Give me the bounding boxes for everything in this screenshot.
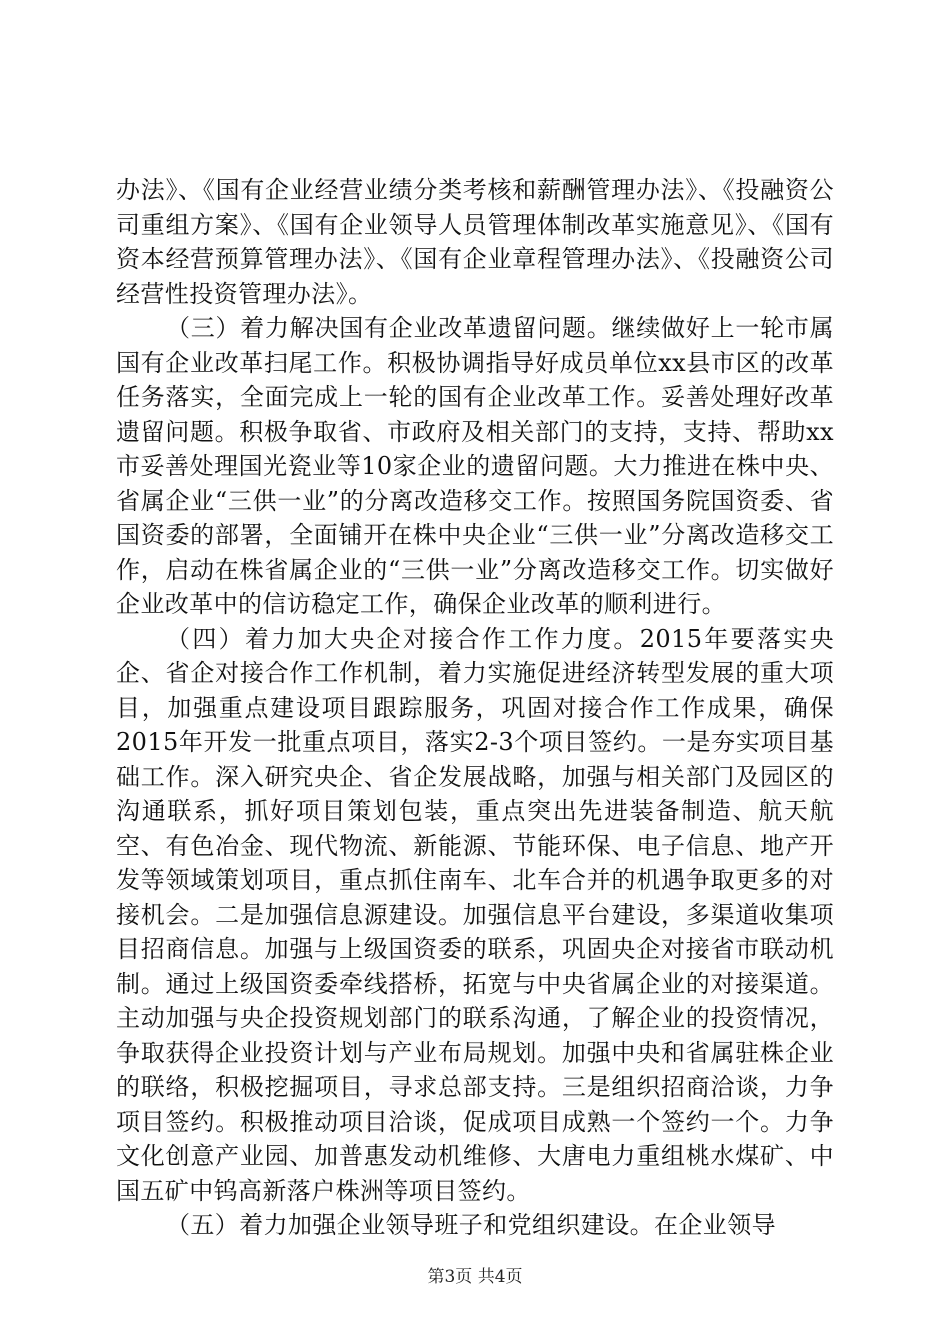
paragraph-continuation: 办法》、《国有企业经营业绩分类考核和薪酬管理办法》、《投融资公司重组方案》、《国有企业领导人员管理体制改革实施意见》、《国有资本经营预算管理办法》、《国有企业章程管理办法》、《投融资公司经营性投资管理办法》。 [116, 176, 834, 308]
paragraph-section-five: （五）着力加强企业领导班子和党组织建设。在企业领导 [166, 1211, 776, 1239]
document-body [116, 173, 834, 1243]
paragraph-section-three: （三）着力解决国有企业改革遗留问题。继续做好上一轮市属国有企业改革扫尾工作。积极协调指导好成员单位xx县市区的改革任务落实，全面完成上一轮的国有企业改革工作。妥善处理好改革遗留问题。积极争取省、市政府及相关部门的支持，支持、帮助xx市妥善处理国光瓷业等10家企业的遗留问题。大力推进在株中央、省属企业“三供一业”的分离改造移交工作。按照国务院国资委、省国资委的部署，全面铺开在株中央企业“三供一业”分离改造移交工作，启动在株省属企业的“三供一业”分离改造移交工作。切实做好企业改革中的信访稳定工作，确保企业改革的顺利进行。 [116, 314, 834, 618]
page-footer: 第3页 共4页 [427, 1267, 523, 1287]
paragraph-section-four: （四）着力加大央企对接合作工作力度。2015年要落实央企、省企对接合作工作机制，着力实施促进经济转型发展的重大项目，加强重点建设项目跟踪服务，巩固对接合作工作成果，确保2015年开发一批重点项目，落实2-3个项目签约。一是夯实项目基础工作。深入研究央企、省企发展战略，加强与相关部门及园区的沟通联系，抓好项目策划包装，重点突出先进装备制造、航天航空、有色冶金、现代物流、新能源、节能环保、电子信息、地产开发等领域策划项目，重点抓住南车、北车合并的机遇争取更多的对接机会。二是加强信息源建设。加强信息平台建设，多渠道收集项目招商信息。加强与上级国资委的联系，巩固央企对接省市联动机制。通过上级国资委牵线搭桥，拓宽与中央省属企业的对接渠道。主动加强与央企投资规划部门的联系沟通，了解企业的投资情况，争取获得企业投资计划与产业布局规划。加强中央和省属驻株企业的联络，积极挖掘项目，寻求总部支持。三是组织招商洽谈，力争项目签约。积极推动项目洽谈，促成项目成熟一个签约一个。力争文化创意产业园、加普惠发动机维修、大唐电力重组桃水煤矿、中国五矿中钨高新落户株洲等项目签约。 [116, 624, 834, 1205]
